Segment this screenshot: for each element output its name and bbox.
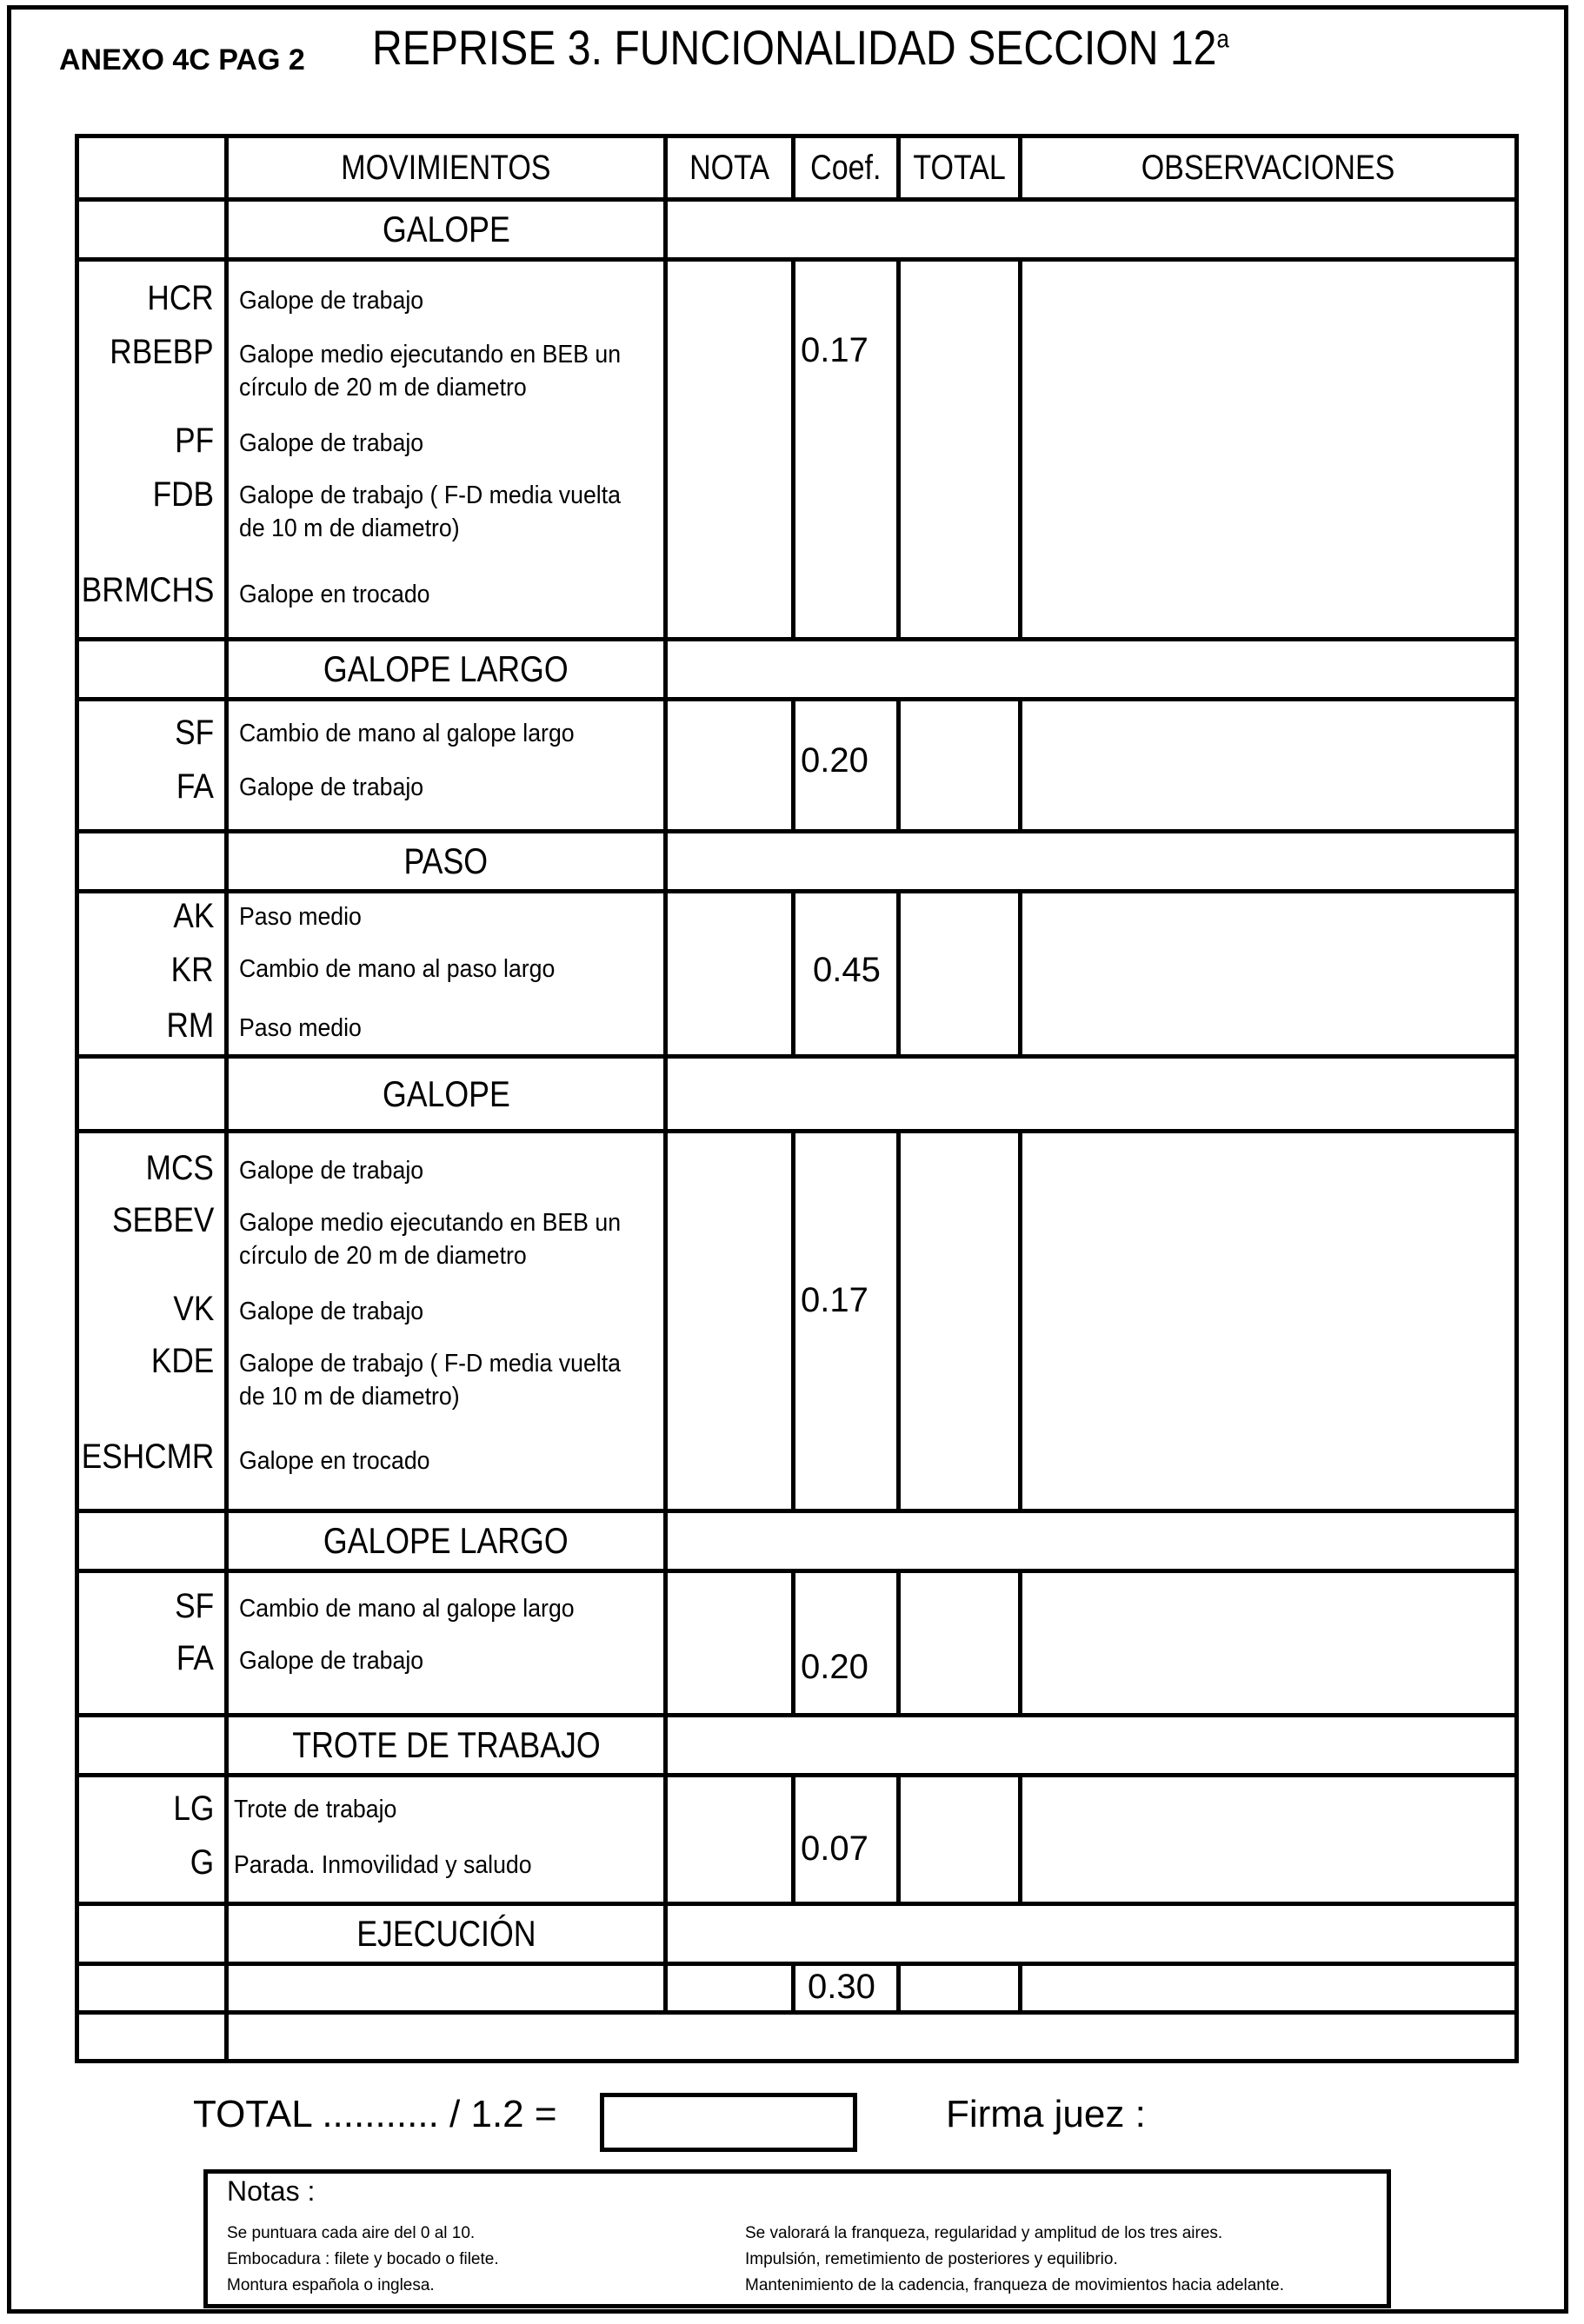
section-code-cell — [77, 1511, 227, 1571]
codes-cell — [77, 1964, 227, 2013]
section-header-row — [77, 640, 1517, 700]
section-code-cell — [77, 200, 227, 260]
total-cell[interactable] — [899, 892, 1021, 1057]
movement-code: AK — [173, 897, 214, 935]
movement-code: SF — [175, 1587, 214, 1625]
section-title — [227, 1904, 666, 1964]
judge-signature-label: Firma juez : — [946, 2093, 1146, 2135]
observaciones-cell[interactable] — [1021, 892, 1517, 1057]
movement-code: KR — [171, 951, 214, 989]
observaciones-cell[interactable] — [1021, 260, 1517, 640]
blank-cell — [227, 2013, 1517, 2062]
movement-description: Galope de trabajo — [239, 1647, 424, 1675]
nota-cell[interactable] — [666, 1132, 794, 1511]
coef-value: 0.17 — [801, 1281, 869, 1319]
header-observaciones — [1021, 136, 1517, 200]
descriptions-cell — [227, 1571, 666, 1716]
descriptions-cell — [227, 892, 666, 1057]
nota-cell[interactable] — [666, 1571, 794, 1716]
note-line: Se valorará la franqueza, regularidad y amplitud de los tres aires. — [745, 2224, 1223, 2242]
section-header-row — [77, 1716, 1517, 1776]
movement-description: Galope de trabajo — [239, 1157, 424, 1185]
section-title-text: TROTE DE TRABAJO — [291, 1724, 601, 1765]
movement-block — [77, 1571, 1517, 1716]
nota-cell[interactable] — [666, 260, 794, 640]
section-fill — [666, 200, 1517, 260]
movement-block — [77, 700, 1517, 832]
total-cell[interactable] — [899, 1132, 1021, 1511]
note-line: Embocadura : filete y bocado o filete. — [227, 2250, 499, 2268]
section-code-cell — [77, 1057, 227, 1132]
descriptions-cell — [227, 1776, 666, 1904]
section-title — [227, 1716, 666, 1776]
blank-code-cell — [77, 2013, 227, 2062]
section-title-text: GALOPE — [382, 209, 510, 249]
section-title-text: EJECUCIÓN — [356, 1913, 536, 1954]
total-cell[interactable] — [899, 1776, 1021, 1904]
total-result-box[interactable] — [600, 2093, 857, 2152]
movement-description: Galope de trabajo ( F-D media vuelta de 10 m de diametro) — [239, 1350, 621, 1411]
coef-value: 0.17 — [801, 331, 869, 369]
movement-code: LG — [173, 1789, 214, 1828]
note-line: Montura española o inglesa. — [227, 2276, 435, 2294]
section-title — [227, 1057, 666, 1132]
coef-cell — [794, 1571, 899, 1716]
movement-code: FDB — [152, 475, 214, 514]
movement-code: BRMCHS — [81, 571, 214, 609]
title-text: REPRISE 3. FUNCIONALIDAD SECCION 12 — [372, 20, 1217, 75]
total-cell[interactable] — [899, 700, 1021, 832]
annex-label: ANEXO 4C PAG 2 — [59, 43, 305, 76]
coef-cell — [794, 1776, 899, 1904]
movement-description: Galope de trabajo — [239, 1298, 424, 1325]
section-title-text: GALOPE LARGO — [323, 1520, 569, 1561]
nota-cell[interactable] — [666, 1964, 794, 2013]
blank-row — [77, 2013, 1517, 2062]
codes-cell — [77, 1571, 227, 1716]
movement-description: Galope medio ejecutando en BEB un círculo de 20 m de diametro — [239, 1209, 622, 1270]
title-superscript: a — [1216, 24, 1229, 54]
movement-description: Cambio de mano al galope largo — [239, 1595, 575, 1623]
section-header-row — [77, 832, 1517, 892]
section-fill — [666, 832, 1517, 892]
movement-code: FA — [176, 767, 214, 806]
total-cell[interactable] — [899, 1571, 1021, 1716]
nota-cell[interactable] — [666, 700, 794, 832]
section-title-text: PASO — [403, 840, 489, 881]
coef-cell — [794, 1132, 899, 1511]
header-total — [899, 136, 1021, 200]
movement-code: KDE — [150, 1342, 214, 1380]
total-cell[interactable] — [899, 260, 1021, 640]
ejecucion-score-row — [77, 1964, 1517, 2013]
coef-cell — [794, 1964, 899, 2013]
observaciones-cell[interactable] — [1021, 1132, 1517, 1511]
movement-code: ESHCMR — [81, 1438, 214, 1476]
header-movimientos-label: MOVIMIENTOS — [341, 148, 551, 187]
descriptions-cell — [227, 700, 666, 832]
movement-description: Galope de trabajo — [239, 774, 424, 801]
total-cell[interactable] — [899, 1964, 1021, 2013]
movement-code: PF — [175, 422, 214, 460]
header-coef-label: Coef. — [810, 148, 882, 187]
descriptions-cell — [227, 1964, 666, 2013]
coef-value: 0.30 — [808, 1968, 875, 2006]
coef-cell — [794, 700, 899, 832]
coef-value: 0.45 — [813, 951, 881, 989]
coef-cell — [794, 260, 899, 640]
coef-value: 0.20 — [801, 741, 869, 780]
nota-cell[interactable] — [666, 892, 794, 1057]
movement-block — [77, 1776, 1517, 1904]
codes-cell — [77, 1776, 227, 1904]
section-fill — [666, 1511, 1517, 1571]
section-header-row — [77, 1511, 1517, 1571]
header-coef — [794, 136, 899, 200]
section-fill — [666, 1057, 1517, 1132]
codes-cell — [77, 892, 227, 1057]
movement-code: RBEBP — [110, 333, 214, 371]
note-line: Mantenimiento de la cadencia, franqueza de movimientos hacia adelante. — [745, 2276, 1284, 2294]
movement-description: Paso medio — [239, 903, 362, 931]
coef-value: 0.07 — [801, 1829, 869, 1868]
section-header-row — [77, 1904, 1517, 1964]
header-nota-label: NOTA — [689, 148, 769, 187]
descriptions-cell — [227, 260, 666, 640]
codes-cell — [77, 260, 227, 640]
nota-cell[interactable] — [666, 1776, 794, 1904]
movement-description: Galope en trocado — [239, 581, 430, 608]
movement-code: RM — [166, 1006, 214, 1045]
coef-cell — [794, 892, 899, 1057]
movement-description: Galope en trocado — [239, 1447, 430, 1475]
observaciones-cell[interactable] — [1021, 1964, 1517, 2013]
section-title-text: GALOPE — [382, 1072, 510, 1114]
header-code-cell — [77, 136, 227, 200]
movement-block — [77, 892, 1517, 1057]
movement-code: VK — [173, 1290, 214, 1328]
observaciones-cell[interactable] — [1021, 700, 1517, 832]
section-fill — [666, 1716, 1517, 1776]
notes-box — [203, 2169, 1391, 2308]
movement-block — [77, 260, 1517, 640]
movement-description: Galope de trabajo — [239, 429, 424, 457]
section-header-row — [77, 200, 1517, 260]
descriptions-cell — [227, 1132, 666, 1511]
section-header-row — [77, 1057, 1517, 1132]
table-header-row — [77, 136, 1517, 200]
section-code-cell — [77, 640, 227, 700]
codes-cell — [77, 700, 227, 832]
observaciones-cell[interactable] — [1021, 1776, 1517, 1904]
movement-code: MCS — [145, 1149, 214, 1187]
note-line: Se puntuara cada aire del 0 al 10. — [227, 2224, 476, 2242]
section-fill — [666, 1904, 1517, 1964]
header-movimientos — [227, 136, 666, 200]
section-code-cell — [77, 832, 227, 892]
section-title — [227, 200, 666, 260]
section-fill — [666, 640, 1517, 700]
movement-description: Paso medio — [239, 1014, 362, 1042]
movement-code: G — [190, 1843, 214, 1882]
movement-description: Cambio de mano al paso largo — [239, 955, 556, 983]
header-total-label: TOTAL — [913, 148, 1006, 187]
observaciones-cell[interactable] — [1021, 1571, 1517, 1716]
section-title — [227, 640, 666, 700]
movement-code: FA — [176, 1639, 214, 1677]
movement-description: Galope de trabajo ( F-D media vuelta de 10 m de diametro) — [239, 481, 621, 542]
header-observaciones-label: OBSERVACIONES — [1141, 148, 1395, 187]
movement-description: Cambio de mano al galope largo — [239, 720, 575, 747]
codes-cell — [77, 1132, 227, 1511]
movement-description: Parada. Inmovilidad y saludo — [234, 1851, 532, 1879]
notes-title: Notas : — [227, 2175, 316, 2207]
section-code-cell — [77, 1904, 227, 1964]
header-nota — [666, 136, 794, 200]
section-title-text: GALOPE LARGO — [323, 648, 569, 689]
movement-description: Galope medio ejecutando en BEB un círculo de 20 m de diametro — [239, 341, 622, 402]
total-formula: TOTAL ........... / 1.2 = — [193, 2093, 557, 2135]
note-line: Impulsión, remetimiento de posteriores y equilibrio. — [745, 2250, 1118, 2268]
section-code-cell — [77, 1716, 227, 1776]
movement-block — [77, 1132, 1517, 1511]
movement-code: SF — [175, 714, 214, 752]
section-title — [227, 832, 666, 892]
movement-code: SEBEV — [111, 1201, 214, 1239]
scoring-table — [75, 134, 1519, 2063]
page-title — [372, 19, 1229, 76]
section-title — [227, 1511, 666, 1571]
movement-code: HCR — [147, 279, 214, 317]
coef-value: 0.20 — [801, 1648, 869, 1686]
movement-description: Galope de trabajo — [239, 287, 424, 315]
movement-description: Trote de trabajo — [234, 1796, 397, 1823]
